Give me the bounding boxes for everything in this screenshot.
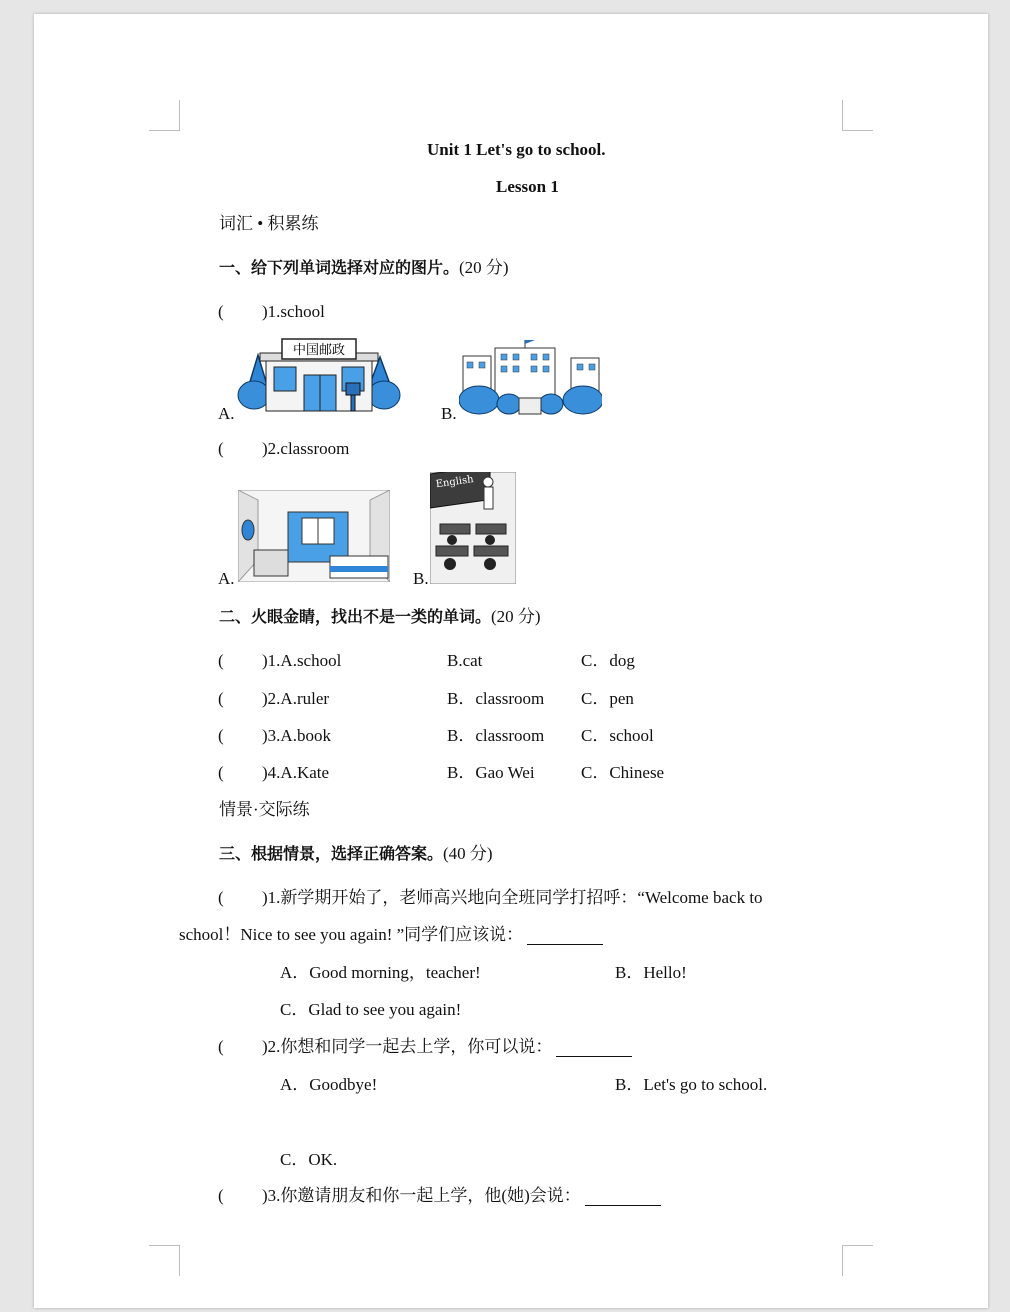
option-b: B．Hello! <box>615 963 687 982</box>
margin-corner-bottom-left <box>149 1245 180 1276</box>
section-situation-label: 情景·交际练 <box>219 800 310 819</box>
option-a: )1.A.school <box>262 651 342 670</box>
answer-paren: ( <box>218 302 224 321</box>
option-a-label: A. <box>218 569 235 588</box>
option-c: C．Chinese <box>581 763 665 782</box>
answer-blank[interactable] <box>556 1042 632 1057</box>
question-text: )2.你想和同学一起去上学，你可以说： <box>262 1037 632 1057</box>
bedroom-image <box>238 490 390 582</box>
part1-heading: 一、给下列单词选择对应的图片。(20 分) <box>219 258 509 277</box>
question-text: )2.classroom <box>262 439 350 458</box>
option-a: )4.A.Kate <box>262 763 330 782</box>
option-c: C．school <box>581 726 654 745</box>
option-c: C．dog <box>581 651 635 670</box>
option-b: B.cat <box>447 651 483 670</box>
question-text: )3.你邀请朋友和你一起上学，他(她)会说： <box>262 1186 661 1206</box>
answer-paren: ( <box>218 689 224 708</box>
option-b-label: B. <box>413 569 429 588</box>
answer-paren: ( <box>218 651 224 670</box>
part3-heading: 三、根据情景，选择正确答案。(40 分) <box>219 844 493 863</box>
question-text-line1: )1.新学期开始了，老师高兴地向全班同学打招呼：“Welcome back to <box>262 888 763 907</box>
option-b: B．classroom <box>447 726 545 745</box>
answer-paren: ( <box>218 726 224 745</box>
question-text-line2: school！Nice to see you again! ”同学们应该说： <box>179 925 603 945</box>
answer-paren: ( <box>218 888 224 907</box>
option-a: )2.A.ruler <box>262 689 330 708</box>
post-office-image <box>236 335 401 415</box>
option-b: B．classroom <box>447 689 545 708</box>
unit-title: Unit 1 Let's go to school. <box>427 140 606 159</box>
answer-paren: ( <box>218 763 224 782</box>
margin-corner-top-left <box>149 100 180 131</box>
section-vocab-label: 词汇 • 积累练 <box>219 214 319 233</box>
option-a: A．Goodbye! <box>280 1075 378 1094</box>
option-c: C．pen <box>581 689 634 708</box>
lesson-title: Lesson 1 <box>496 177 559 196</box>
classroom-image <box>430 472 516 584</box>
answer-paren: ( <box>218 1186 224 1205</box>
document-page <box>34 14 988 1308</box>
blackboard-text: English <box>435 474 475 491</box>
part2-heading: 二、火眼金睛，找出不是一类的单词。(20 分) <box>219 607 541 626</box>
option-c: C．OK. <box>280 1150 338 1169</box>
answer-blank[interactable] <box>585 1191 661 1206</box>
margin-corner-bottom-right <box>842 1245 873 1276</box>
question-text: )1.school <box>262 302 325 321</box>
answer-paren: ( <box>218 1037 224 1056</box>
school-building-image <box>459 340 602 418</box>
option-a: A．Good morning，teacher! <box>280 963 481 982</box>
option-b: B．Let's go to school. <box>615 1075 768 1094</box>
answer-paren: ( <box>218 439 224 458</box>
option-b: B．Gao Wei <box>447 763 535 782</box>
answer-blank[interactable] <box>527 930 603 945</box>
option-c: C．Glad to see you again! <box>280 1000 462 1019</box>
margin-corner-top-right <box>842 100 873 131</box>
post-office-sign: 中国邮政 <box>292 343 346 358</box>
option-a: )3.A.book <box>262 726 331 745</box>
option-b-label: B. <box>441 404 457 423</box>
option-a-label: A. <box>218 404 235 423</box>
